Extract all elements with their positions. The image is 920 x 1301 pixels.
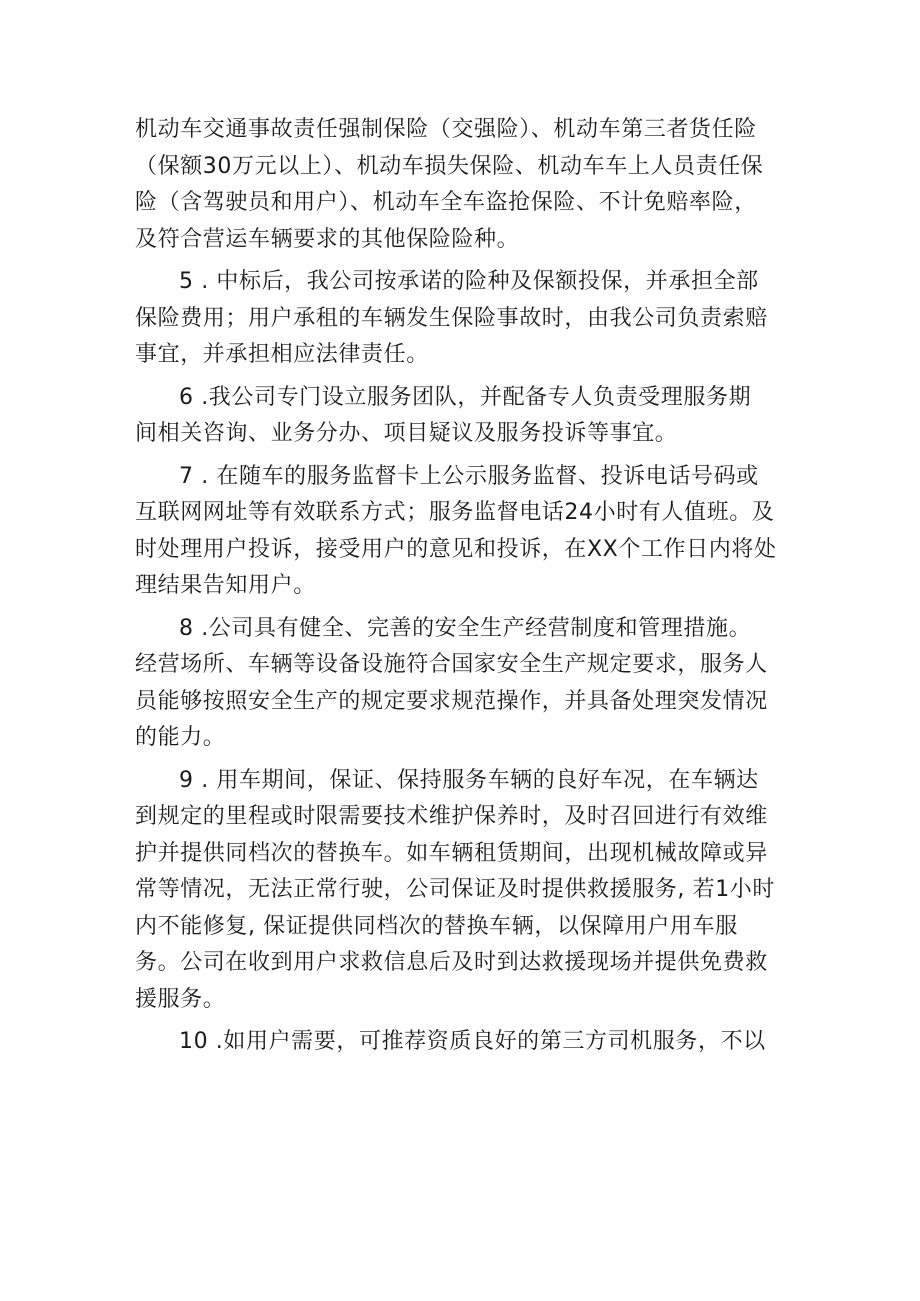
text-line: 10 .如用户需要，可推荐资质良好的第三方司机服务，不以 <box>179 1029 766 1054</box>
text-line: 到规定的里程或时限需要技术维护保养时，及时召回进行有效维 <box>135 804 768 829</box>
text-line: 及符合营运车辆要求的其他保险险种。 <box>135 226 520 252</box>
paragraph-item-10 <box>135 1024 795 1061</box>
text-line: 保险费用；用户承租的车辆发生保险事故时，由我公司负责索赔 <box>135 305 768 331</box>
text-line: 事宜，并承担相应法律责任。 <box>135 342 429 367</box>
text-line: 常等情况，无法正常行驶，公司保证及时提供救援服务, 若1小时 <box>135 877 775 902</box>
paragraph-item-6 <box>135 380 795 453</box>
paragraph-item-7 <box>135 459 795 605</box>
text-line: 的能力。 <box>135 725 226 750</box>
text-line: 内不能修复, 保证提供同档次的替换车辆，以保障用户用车服 <box>135 913 738 939</box>
paragraph-item-5 <box>135 264 795 374</box>
text-line: 6 .我公司专门设立服务团队，并配备专人负责受理服务期 <box>179 384 752 410</box>
paragraph-item-9 <box>135 763 795 1019</box>
text-line: 8 .公司具有健全、完善的安全生产经营制度和管理措施。 <box>179 615 752 641</box>
text-line: （保额30万元以上）、机动车损失保险、机动车车上人员责任保 <box>135 153 764 179</box>
text-line: 护并提供同档次的替换车。如车辆租赁期间，出现机械故障或异 <box>135 840 768 866</box>
paragraph-insurance-continued <box>135 112 795 258</box>
text-line: 员能够按照安全生产的规定要求规范操作，并具备处理突发情况 <box>135 688 768 714</box>
text-line: 险（含驾驶员和用户）、机动车全车盗抢保险、不计免赔率险， <box>135 190 757 215</box>
text-line: 时处理用户投诉，接受用户的意见和投诉，在XX个工作日内将处 <box>135 536 777 562</box>
text-line: 务。公司在收到用户求救信息后及时到达救援现场并提供免费救 <box>135 950 768 975</box>
text-line: 援服务。 <box>135 986 226 1012</box>
text-line: 互联网网址等有效联系方式；服务监督电话24小时有人值班。及 <box>135 500 775 525</box>
text-line: 5 . 中标后，我公司按承诺的险种及保额投保，并承担全部 <box>179 269 759 294</box>
paragraph-item-8 <box>135 611 795 757</box>
document-body <box>135 112 795 1067</box>
text-line: 间相关咨询、业务分办、项目疑议及服务投诉等事宜。 <box>135 421 678 446</box>
text-line: 7 . 在随车的服务监督卡上公示服务监督、投诉电话号码或 <box>179 463 759 489</box>
text-line: 经营场所、车辆等设备设施符合国家安全生产规定要求，服务人 <box>135 652 768 677</box>
text-line: 理结果告知用户。 <box>135 573 316 598</box>
text-line: 9 . 用车期间，保证、保持服务车辆的良好车况，在车辆达 <box>179 767 759 793</box>
text-line: 机动车交通事故责任强制保险（交强险）、机动车第三者货任险 <box>135 117 757 142</box>
